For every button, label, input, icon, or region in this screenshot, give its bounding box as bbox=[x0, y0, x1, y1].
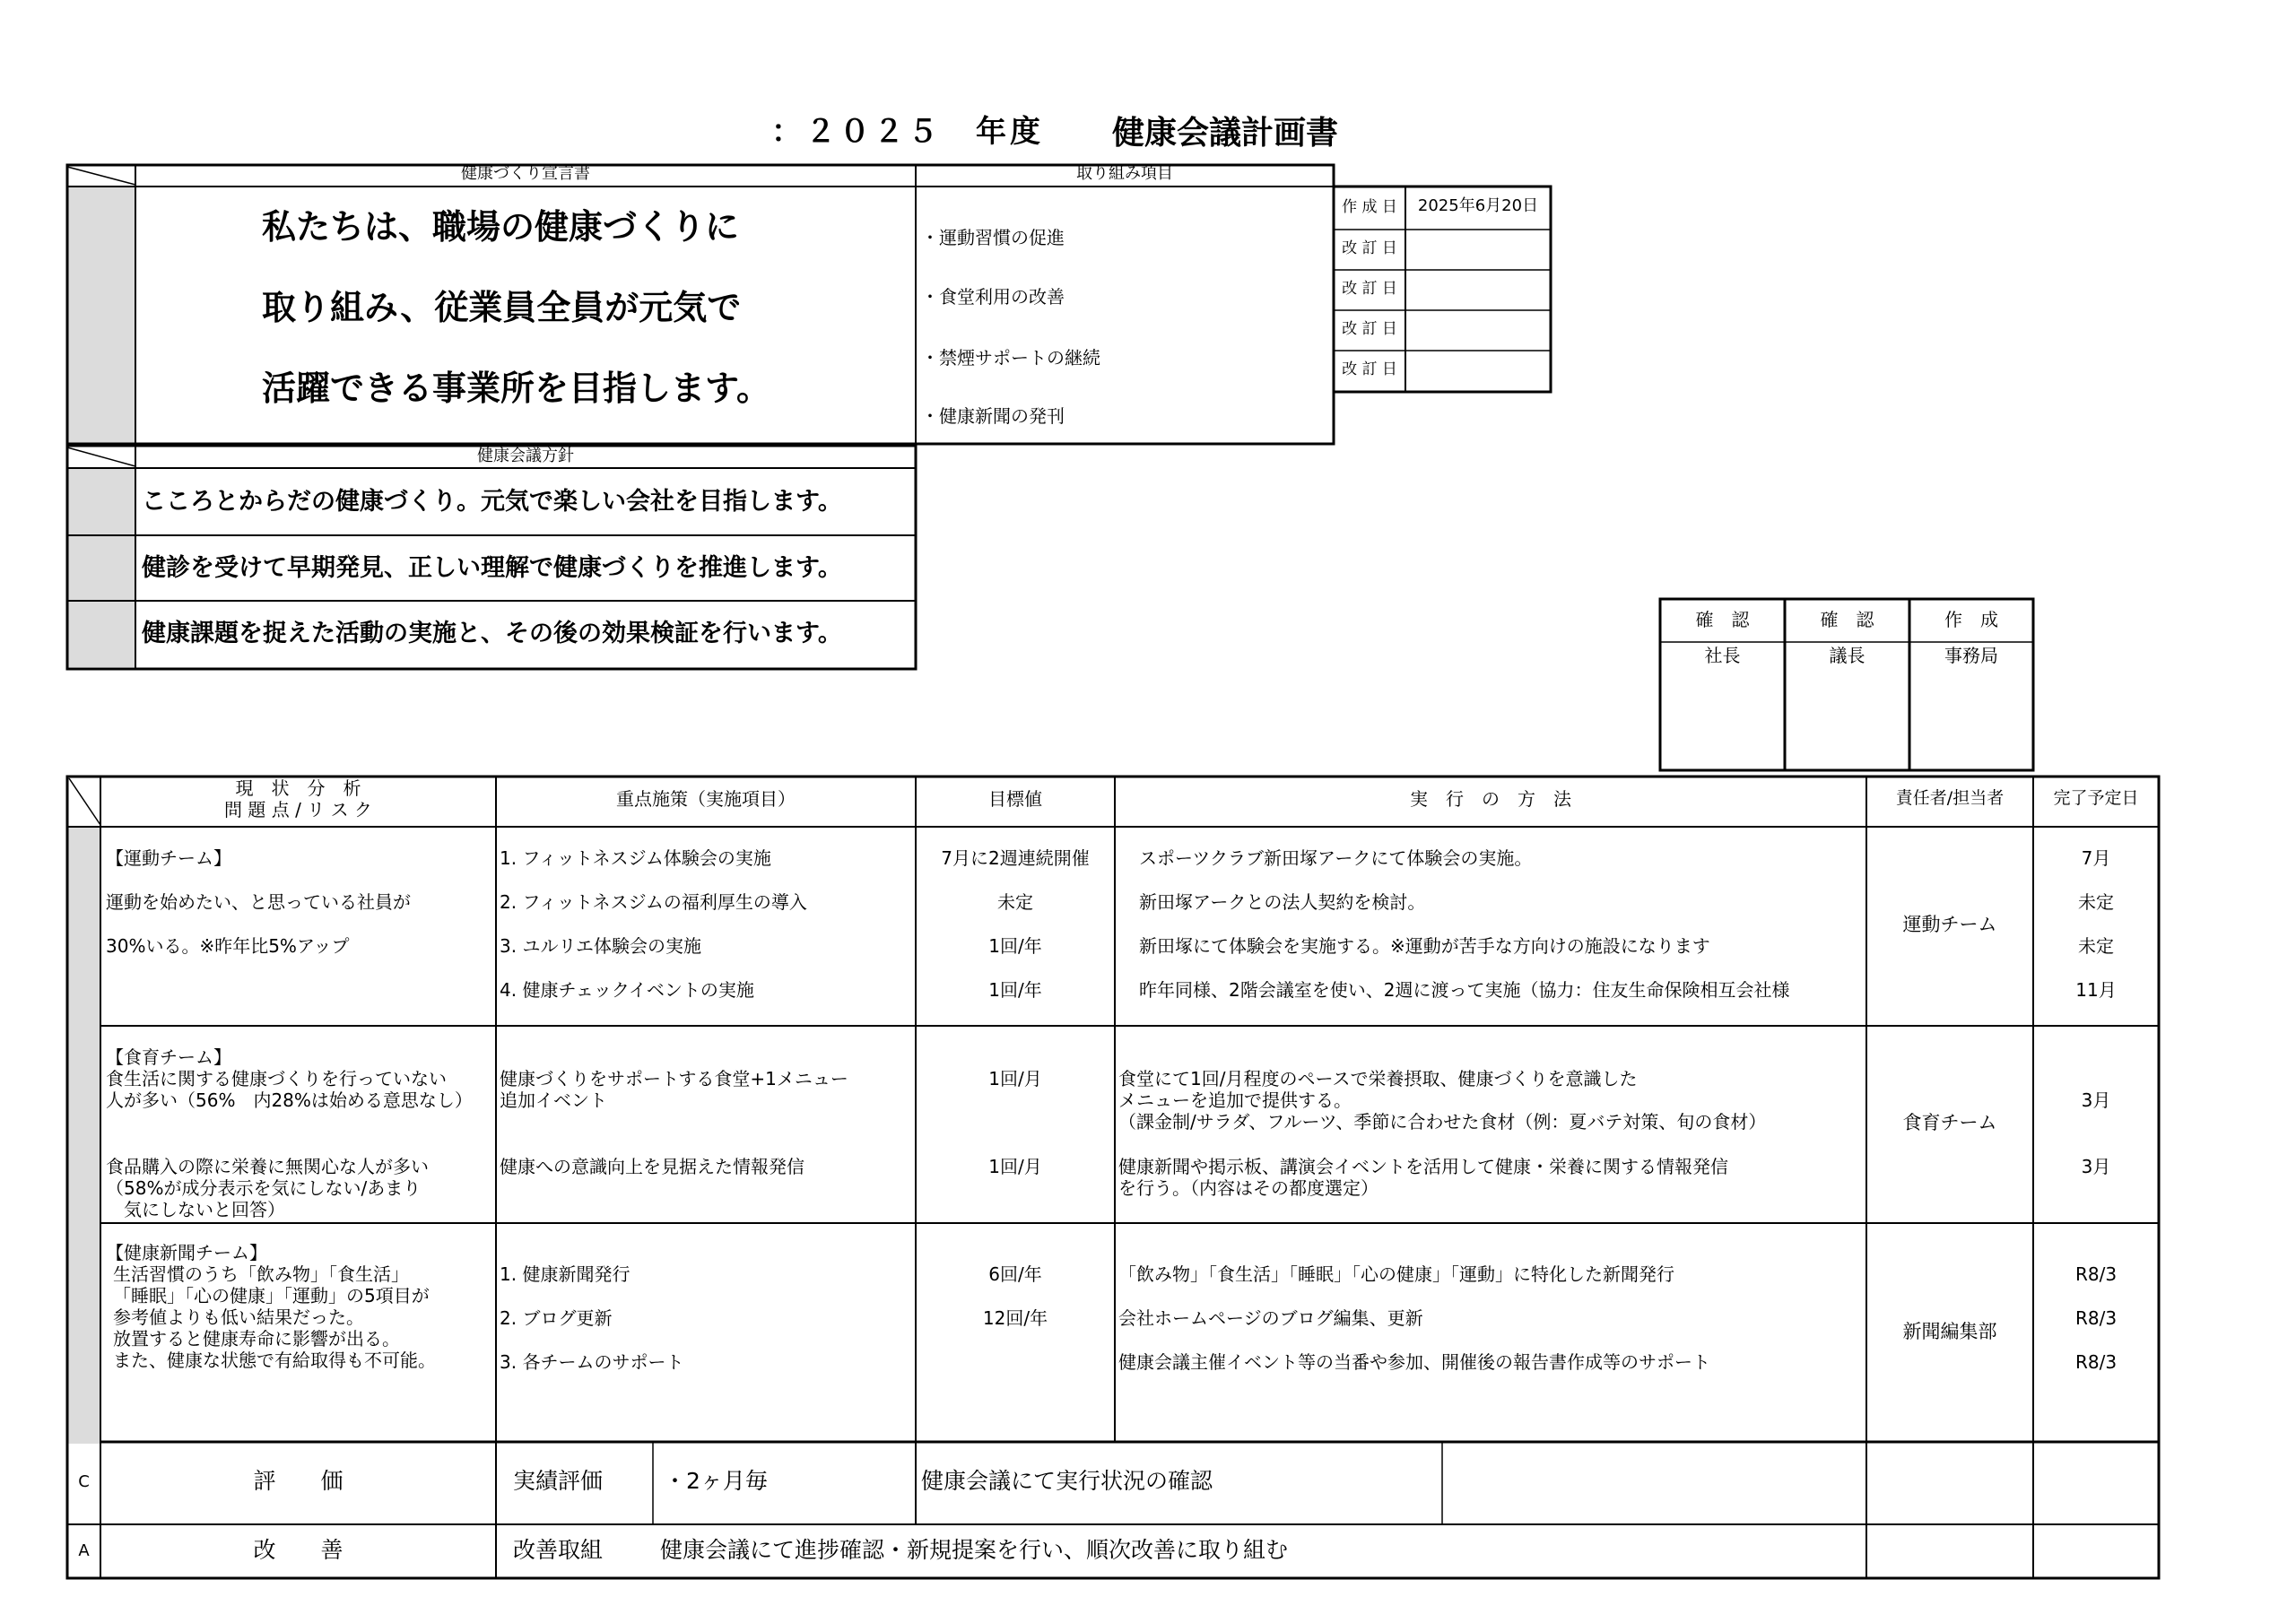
section3-method-3: 健康会議主催イベント等の当番や参加、開催後の報告書作成等のサポート bbox=[1118, 1351, 1710, 1373]
section1-target-2: 未定 bbox=[997, 891, 1033, 913]
section1-measure-1: 1. フィットネスジム体験会の実施 bbox=[500, 847, 771, 869]
section2-analysis-b-1: 食品購入の際に栄養に無関心な人が多い bbox=[106, 1156, 429, 1177]
section3-analysis-6: また、健康な状態で有給取得も不可能。 bbox=[113, 1350, 436, 1371]
section1-method-3: 新田塚にて体験会を実施する。※運動が苦手な方向けの施設になります bbox=[1139, 935, 1710, 957]
check-text: 健康会議にて実行状況の確認 bbox=[921, 1468, 1213, 1494]
section3-due-1: R8/3 bbox=[2074, 1263, 2118, 1285]
section2-analysis-b-2: （58%が成分表示を気にしない/あまり bbox=[106, 1177, 422, 1199]
section1-due-4: 11月 bbox=[2075, 979, 2117, 1001]
section3-analysis-5: 放置すると健康寿命に影響が出る。 bbox=[113, 1328, 400, 1350]
section1-target-1: 7月に2週連続開催 bbox=[941, 847, 1090, 869]
section1-measure-4: 4. 健康チェックイベントの実施 bbox=[500, 979, 754, 1001]
section1-measure-3: 3. ユルリエ体験会の実施 bbox=[500, 935, 702, 957]
section3-analysis-4: 参考値よりも低い結果だった。 bbox=[113, 1306, 364, 1328]
section1-due-2: 未定 bbox=[2078, 891, 2114, 913]
initiatives-header: 取り組み項目 bbox=[1076, 164, 1173, 183]
approval-role-office: 事務局 bbox=[1944, 645, 1998, 666]
section2-analysis-a-1: 【食育チーム】 bbox=[106, 1046, 231, 1068]
act-label: 改 善 bbox=[253, 1537, 344, 1563]
section3-analysis-1: 【健康新聞チーム】 bbox=[106, 1242, 267, 1263]
check-letter: C bbox=[78, 1472, 90, 1491]
section1-method-4: 昨年同様、2階会議室を使い、2週に渡って実施（協力：住友生命保険相互会社様 bbox=[1139, 979, 1790, 1001]
revised-date-label-3: 改 訂 日 bbox=[1342, 320, 1397, 338]
section2-method-2a: 健康新聞や掲示板、講演会イベントを活用して健康・栄養に関する情報発信 bbox=[1118, 1156, 1728, 1177]
section2-measure-1a: 健康づくりをサポートする食堂+1メニュー bbox=[500, 1068, 848, 1089]
page-title: 健康会議計画書 bbox=[1112, 115, 1339, 152]
section3-owner: 新聞編集部 bbox=[1902, 1321, 1997, 1342]
section3-method-1: 「飲み物」「食生活」「睡眠」「心の健康」「運動」に特化した新聞発行 bbox=[1118, 1263, 1674, 1285]
section2-method-2b: を行う。（内容はその都度選定） bbox=[1118, 1177, 1378, 1199]
section2-due-1: 3月 bbox=[2081, 1089, 2111, 1111]
section2-target-2: 1回/月 bbox=[988, 1156, 1042, 1177]
approval-header-president: 確 認 bbox=[1695, 609, 1750, 630]
section3-analysis-2: 生活習慣のうち「飲み物」「食生活」 bbox=[113, 1263, 409, 1285]
section1-analysis-3: 30%いる。※昨年比5%アップ bbox=[106, 935, 350, 957]
section2-owner: 食育チーム bbox=[1902, 1112, 1997, 1133]
section2-target-1: 1回/月 bbox=[988, 1068, 1042, 1089]
section2-method-1a: 食堂にて1回/月程度のペースで栄養摂取、健康づくりを意識した bbox=[1118, 1068, 1638, 1089]
section1-due-1: 7月 bbox=[2081, 847, 2111, 869]
check-label: 評 価 bbox=[253, 1468, 344, 1494]
section3-target-1: 6回/年 bbox=[988, 1263, 1042, 1285]
section2-due-2: 3月 bbox=[2081, 1156, 2111, 1177]
section1-method-1: スポーツクラブ新田塚アークにて体験会の実施。 bbox=[1139, 847, 1533, 869]
section1-method-2: 新田塚アークとの法人契約を検討。 bbox=[1139, 891, 1426, 913]
section2-analysis-a-2: 食生活に関する健康づくりを行っていない bbox=[106, 1068, 447, 1089]
created-date-value: 2025年6月20日 bbox=[1417, 196, 1539, 215]
initiative-item-3: ・禁煙サポートの継続 bbox=[921, 347, 1100, 369]
initiative-item-4: ・健康新聞の発刊 bbox=[921, 405, 1065, 427]
act-sub-label: 改善取組 bbox=[513, 1537, 604, 1563]
approval-role-chair: 議長 bbox=[1829, 645, 1866, 666]
policy-item-2: 健診を受けて早期発見、正しい理解で健康づくりを推進します。 bbox=[142, 554, 842, 582]
header-analysis-line2: 問 題 点 / リ ス ク bbox=[224, 799, 372, 820]
section2-measure-1b: 追加イベント bbox=[500, 1089, 607, 1111]
section1-target-3: 1回/年 bbox=[988, 935, 1042, 957]
declaration-line-1: 私たちは、職場の健康づくりに bbox=[262, 207, 740, 247]
section1-measure-2: 2. フィットネスジムの福利厚生の導入 bbox=[500, 891, 807, 913]
section2-analysis-b-3: 気にしないと回答） bbox=[106, 1199, 285, 1220]
initiative-item-1: ・運動習慣の促進 bbox=[921, 227, 1065, 248]
section3-analysis-3: 「睡眠」「心の健康」「運動」の5項目が bbox=[113, 1285, 430, 1306]
check-frequency: ・2ヶ月毎 bbox=[664, 1468, 768, 1494]
section3-target-2: 12回/年 bbox=[982, 1307, 1048, 1329]
section1-analysis-1: 【運動チーム】 bbox=[106, 847, 231, 869]
header-owner: 責任者/担当者 bbox=[1895, 788, 2005, 808]
approval-header-chair: 確 認 bbox=[1820, 609, 1874, 630]
section3-measure-2: 2. ブログ更新 bbox=[500, 1307, 613, 1329]
section2-measure-2: 健康への意識向上を見据えた情報発信 bbox=[500, 1156, 804, 1177]
revised-date-label-1: 改 訂 日 bbox=[1342, 239, 1397, 257]
header-due: 完了予定日 bbox=[2053, 788, 2139, 808]
policy-item-1: こころとからだの健康づくり。元気で楽しい会社を目指します。 bbox=[142, 488, 842, 516]
header-analysis-line1: 現 状 分 析 bbox=[235, 777, 361, 799]
section2-method-1b: メニューを追加で提供する。 bbox=[1118, 1089, 1352, 1111]
policy-item-3: 健康課題を捉えた活動の実施と、その後の効果検証を行います。 bbox=[142, 620, 842, 647]
header-measures: 重点施策（実施項目） bbox=[616, 788, 796, 810]
section1-target-4: 1回/年 bbox=[988, 979, 1042, 1001]
section3-measure-1: 1. 健康新聞発行 bbox=[500, 1263, 631, 1285]
declaration-line-2: 取り組み、従業員全員が元気で bbox=[262, 288, 742, 327]
declaration-line-3: 活躍できる事業所を目指します。 bbox=[262, 369, 770, 408]
act-letter: A bbox=[78, 1541, 90, 1560]
section3-due-3: R8/3 bbox=[2074, 1351, 2118, 1373]
check-sub-label: 実績評価 bbox=[513, 1468, 604, 1494]
section2-method-1c: （課金制/サラダ、フルーツ、季節に合わせた食材（例：夏バテ対策、旬の食材） bbox=[1118, 1111, 1767, 1133]
header-method: 実 行 の 方 法 bbox=[1410, 788, 1571, 810]
declaration-header: 健康づくり宣言書 bbox=[461, 164, 590, 183]
section1-due-3: 未定 bbox=[2078, 935, 2114, 957]
policy-header: 健康会議方針 bbox=[477, 447, 574, 465]
act-text: 健康会議にて進捗確認・新規提案を行い、順次改善に取り組む bbox=[660, 1537, 1289, 1563]
section1-owner: 運動チーム bbox=[1902, 914, 1997, 935]
section1-method-4-clip bbox=[1115, 976, 1865, 1006]
created-date-label: 作 成 日 bbox=[1342, 198, 1397, 216]
section2-analysis-a-3: 人が多い（56% 内28%は始める意思なし） bbox=[106, 1089, 473, 1111]
initiative-item-2: ・食堂利用の改善 bbox=[921, 286, 1065, 308]
section3-due-2: R8/3 bbox=[2074, 1307, 2118, 1329]
revised-date-label-2: 改 訂 日 bbox=[1342, 280, 1397, 298]
title-prefix: ：２０２５ 年度 bbox=[771, 114, 1044, 150]
approval-header-office: 作 成 bbox=[1944, 609, 1998, 630]
section3-method-2: 会社ホームページのブログ編集、更新 bbox=[1118, 1307, 1423, 1329]
revised-date-label-4: 改 訂 日 bbox=[1342, 360, 1397, 378]
section1-analysis-2: 運動を始めたい、と思っている社員が bbox=[106, 891, 411, 913]
approval-role-president: 社長 bbox=[1704, 645, 1741, 666]
section3-measure-3: 3. 各チームのサポート bbox=[500, 1351, 684, 1373]
header-target: 目標値 bbox=[988, 788, 1042, 810]
